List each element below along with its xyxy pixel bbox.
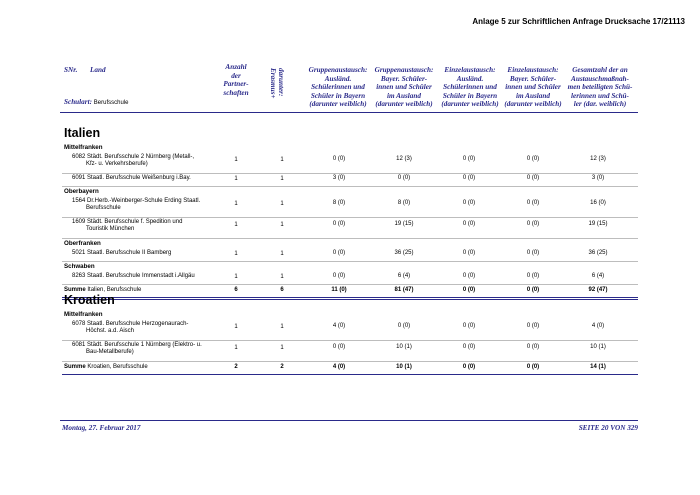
school-name-line: 1564 Dr.Herb.-Weinberger-Schule Erding Staatl.: [72, 198, 201, 204]
value-cell: 1: [280, 274, 284, 280]
value-cell: 1: [280, 324, 284, 330]
value-cell: 19 (15): [394, 221, 414, 227]
sum-text: Kroatien, Berufsschule: [87, 364, 148, 370]
school-name-line: Touristik München: [86, 226, 135, 233]
row-divider: [62, 340, 638, 341]
header-col-group-out: Gruppenaustausch: Bayer. Schüler- innen und Schüler im Ausland (darunter weiblich): [374, 66, 434, 109]
value-cell: 0 (0): [332, 156, 346, 162]
school-name-line: 6091 Staatl. Berufsschule Weißenburg i.Bay.: [72, 175, 191, 181]
row-divider: [62, 217, 638, 218]
footer-page: SEITE 20 VON 329: [578, 424, 638, 432]
value-cell: 0 (0): [462, 323, 476, 329]
region-heading: Mittelfranken: [64, 311, 103, 318]
row-divider: [62, 361, 638, 362]
school-name: [72, 175, 222, 182]
school-name-line: 6082 Städt. Berufsschule 2 Nürnberg (Metall-,: [72, 154, 195, 160]
value-cell: 6 (4): [397, 273, 411, 279]
value-cell: 4 (0): [332, 323, 346, 329]
school-name: [72, 342, 222, 357]
sum-value-cell: 11 (0): [331, 287, 347, 293]
sum-divider: [62, 297, 638, 298]
row-divider: [62, 173, 638, 174]
value-cell: 0 (0): [332, 250, 346, 256]
school-name: [72, 154, 222, 169]
value-cell: 0 (0): [462, 156, 476, 162]
value-cell: 36 (25): [394, 250, 414, 256]
value-cell: 1: [234, 157, 238, 163]
region-heading: Oberbayern: [64, 188, 99, 195]
value-cell: 0 (0): [462, 175, 476, 181]
row-divider: [62, 261, 638, 262]
value-cell: 10 (1): [396, 344, 412, 350]
sum-value-cell: 0 (0): [462, 364, 476, 370]
document-title: Anlage 5 zur Schriftlichen Anfrage Drucksache 17/21113: [472, 17, 685, 26]
value-cell: 1: [234, 324, 238, 330]
value-cell: 19 (15): [588, 221, 608, 227]
sum-row-label: [64, 364, 148, 370]
value-cell: 0 (0): [332, 344, 346, 350]
school-name-line: 8263 Staatl. Berufsschule Immenstadt i.Allgäu: [72, 273, 195, 279]
school-name: [72, 198, 222, 213]
value-cell: 1: [280, 345, 284, 351]
value-cell: 1: [280, 251, 284, 257]
sum-value-cell: 0 (0): [526, 287, 540, 293]
value-cell: 0 (0): [462, 221, 476, 227]
sum-value-cell: 6: [280, 287, 284, 293]
value-cell: 36 (25): [588, 250, 608, 256]
value-cell: 16 (0): [590, 200, 606, 206]
school-name-line: Berufsschule: [86, 205, 121, 212]
sum-value-cell: 10 (1): [396, 364, 412, 370]
value-cell: 1: [234, 201, 238, 207]
value-cell: 0 (0): [462, 344, 476, 350]
sum-label: Summe: [64, 287, 86, 293]
country-heading: Kroatien: [64, 293, 115, 307]
value-cell: 0 (0): [526, 344, 540, 350]
value-cell: 6 (4): [591, 273, 605, 279]
header-col-group-in: Gruppenaustausch: Ausländ. Schülerinnen und Schüler in Bayern (darunter weiblich): [308, 66, 368, 109]
value-cell: 12 (3): [590, 156, 606, 162]
header-schulart-value: Berufsschule: [93, 100, 129, 106]
value-cell: 0 (0): [332, 221, 346, 227]
value-cell: 1: [280, 222, 284, 228]
header-rule: [60, 112, 638, 113]
value-cell: 8 (0): [332, 200, 346, 206]
value-cell: 0 (0): [526, 175, 540, 181]
value-cell: 8 (0): [397, 200, 411, 206]
footer-date: Montag, 27. Februar 2017: [62, 424, 141, 432]
value-cell: 0 (0): [526, 200, 540, 206]
school-name: [72, 219, 222, 234]
school-name-line: Bau-Metallberufe): [86, 349, 134, 356]
value-cell: 10 (1): [590, 344, 606, 350]
row-divider: [62, 284, 638, 285]
value-cell: 0 (0): [526, 221, 540, 227]
sum-value-cell: 0 (0): [462, 287, 476, 293]
value-cell: 0 (0): [462, 200, 476, 206]
value-cell: 1: [280, 176, 284, 182]
header-schulart-label: Schulart:: [64, 98, 92, 106]
region-heading: Mittelfranken: [64, 144, 103, 151]
region-heading: Oberfranken: [64, 240, 101, 247]
row-divider: [62, 238, 638, 239]
value-cell: 0 (0): [462, 250, 476, 256]
school-name: [72, 321, 222, 336]
sum-value-cell: 6: [234, 287, 238, 293]
sum-value-cell: 2: [280, 364, 284, 370]
value-cell: 0 (0): [526, 250, 540, 256]
sum-text: Italien, Berufsschule: [87, 287, 142, 293]
value-cell: 0 (0): [462, 273, 476, 279]
school-name-line: Kfz- u. Verkehrsberufe): [86, 161, 148, 168]
sum-value-cell: 14 (1): [590, 364, 606, 370]
school-name-line: 5021 Staatl. Berufsschule II Bamberg: [72, 250, 172, 256]
school-name: [72, 273, 222, 280]
value-cell: 1: [280, 157, 284, 163]
value-cell: 0 (0): [526, 156, 540, 162]
sum-value-cell: 2: [234, 364, 238, 370]
school-name-line: 1609 Städt. Berufsschule f. Spedition und: [72, 219, 183, 225]
country-heading: Italien: [64, 126, 101, 140]
footer-rule: [60, 420, 638, 421]
header-schulart: [64, 98, 128, 106]
sum-value-cell: 92 (47): [588, 287, 608, 293]
school-name-line: 6081 Städt. Berufsschule 1 Nürnberg (Elektro- u.: [72, 342, 202, 348]
value-cell: 0 (0): [332, 273, 346, 279]
header-snr: SNr.: [64, 66, 78, 74]
value-cell: 0 (0): [397, 175, 411, 181]
sum-value-cell: 81 (47): [394, 287, 414, 293]
region-heading: Schwaben: [64, 263, 95, 270]
value-cell: 4 (0): [591, 323, 605, 329]
school-name-line: Höchst. a.d. Aisch: [86, 328, 135, 335]
value-cell: 0 (0): [526, 273, 540, 279]
value-cell: 1: [234, 222, 238, 228]
sum-value-cell: 0 (0): [526, 364, 540, 370]
value-cell: 12 (3): [396, 156, 412, 162]
header-col-total: Gesamtzahl der an Austauschmaßnah- men beteiligten Schü- lerinnen und Schü- ler (dar. weiblich): [567, 66, 633, 109]
header-col-single-out: Einzelaustausch: Bayer. Schüler- innen und Schüler im Ausland (darunter weiblich): [504, 66, 562, 109]
sum-value-cell: 4 (0): [332, 364, 346, 370]
header-col-erasmus: darunter: Erasmus+: [269, 68, 285, 99]
value-cell: 1: [234, 274, 238, 280]
value-cell: 1: [234, 176, 238, 182]
value-cell: 3 (0): [591, 175, 605, 181]
value-cell: 1: [234, 251, 238, 257]
school-name: [72, 250, 222, 257]
value-cell: 1: [234, 345, 238, 351]
sum-divider: [62, 374, 638, 375]
header-col-single-in: Einzelaustausch: Ausländ. Schülerinnen und Schüler in Bayern (darunter weiblich): [441, 66, 499, 109]
value-cell: 0 (0): [526, 323, 540, 329]
value-cell: 0 (0): [397, 323, 411, 329]
value-cell: 3 (0): [332, 175, 346, 181]
header-land: Land: [90, 66, 106, 74]
row-divider: [62, 186, 638, 187]
section-divider: [62, 299, 638, 300]
sum-label: Summe: [64, 364, 86, 370]
value-cell: 1: [280, 201, 284, 207]
header-col-partner: Anzahl der Partner- schaften: [223, 63, 249, 97]
school-name-line: 6078 Staatl. Berufsschule Herzogenaurach-: [72, 321, 189, 327]
